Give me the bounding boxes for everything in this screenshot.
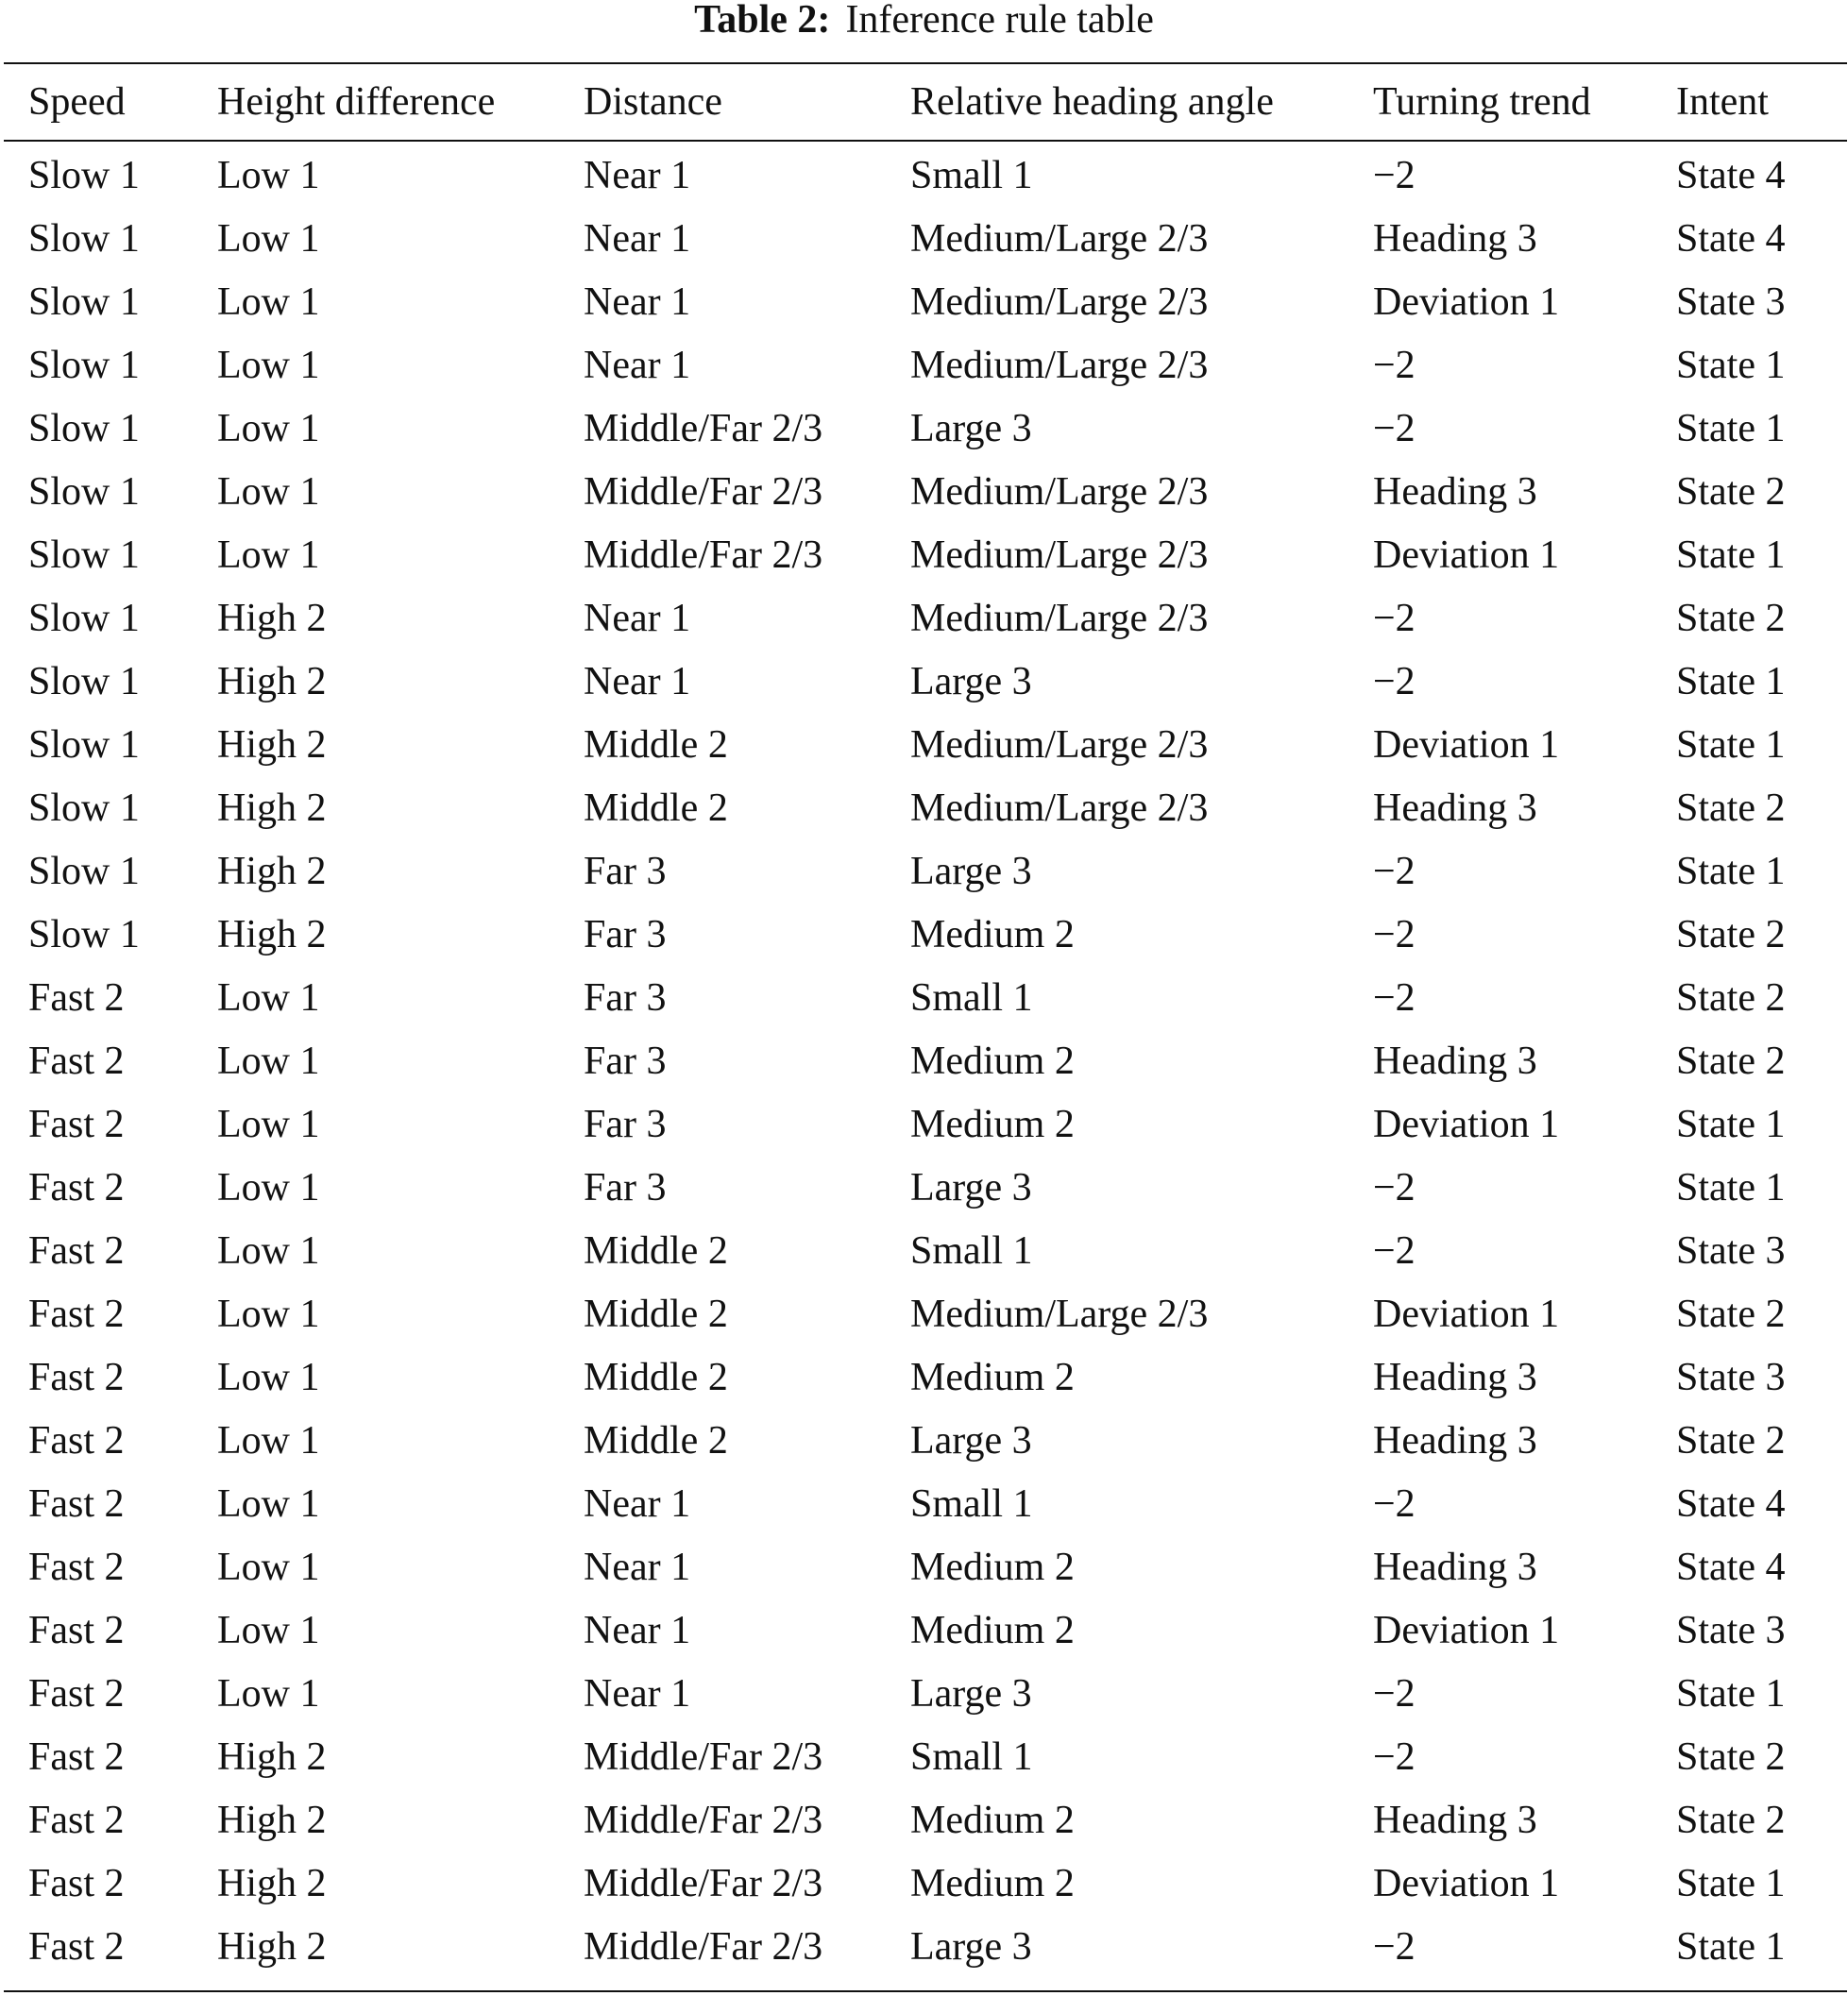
cell-relative-heading-angle: Medium/Large 2/3 xyxy=(910,344,1209,387)
cell-intent: State 2 xyxy=(1676,976,1786,1020)
cell-distance: Middle 2 xyxy=(584,787,728,830)
cell-relative-heading-angle: Medium 2 xyxy=(910,1546,1075,1589)
cell-speed: Fast 2 xyxy=(28,1735,125,1779)
cell-relative-heading-angle: Large 3 xyxy=(910,850,1032,893)
caption-label: Table 2: xyxy=(694,0,831,42)
cell-speed: Fast 2 xyxy=(28,1546,125,1589)
cell-turning-trend: Heading 3 xyxy=(1373,1419,1537,1463)
cell-height-difference: Low 1 xyxy=(217,1166,320,1209)
cell-turning-trend: −2 xyxy=(1373,1229,1416,1273)
cell-turning-trend: −2 xyxy=(1373,1735,1416,1779)
cell-speed: Slow 1 xyxy=(28,850,140,893)
cell-relative-heading-angle: Large 3 xyxy=(910,1672,1032,1716)
cell-relative-heading-angle: Medium/Large 2/3 xyxy=(910,1293,1209,1336)
cell-distance: Far 3 xyxy=(584,976,667,1020)
cell-distance: Middle 2 xyxy=(584,1419,728,1463)
cell-height-difference: Low 1 xyxy=(217,1229,320,1273)
cell-intent: State 2 xyxy=(1676,1040,1786,1083)
cell-intent: State 1 xyxy=(1676,850,1786,893)
cell-turning-trend: Deviation 1 xyxy=(1373,723,1560,767)
cell-turning-trend: Deviation 1 xyxy=(1373,533,1560,577)
cell-relative-heading-angle: Large 3 xyxy=(910,407,1032,450)
table-row xyxy=(4,964,1847,1027)
table-row xyxy=(4,1533,1847,1597)
table-row xyxy=(4,1470,1847,1533)
cell-turning-trend: Deviation 1 xyxy=(1373,1103,1560,1146)
cell-intent: State 3 xyxy=(1676,1229,1786,1273)
cell-relative-heading-angle: Large 3 xyxy=(910,660,1032,703)
cell-relative-heading-angle: Medium 2 xyxy=(910,1103,1075,1146)
cell-relative-heading-angle: Medium/Large 2/3 xyxy=(910,533,1209,577)
cell-intent: State 2 xyxy=(1676,470,1786,514)
cell-height-difference: Low 1 xyxy=(217,344,320,387)
cell-relative-heading-angle: Medium 2 xyxy=(910,1609,1075,1652)
cell-distance: Middle 2 xyxy=(584,1356,728,1399)
cell-turning-trend: −2 xyxy=(1373,913,1416,956)
cell-relative-heading-angle: Medium 2 xyxy=(910,1356,1075,1399)
cell-speed: Slow 1 xyxy=(28,660,140,703)
cell-turning-trend: Heading 3 xyxy=(1373,217,1537,261)
cell-intent: State 1 xyxy=(1676,723,1786,767)
cell-distance: Middle/Far 2/3 xyxy=(584,407,823,450)
cell-distance: Middle/Far 2/3 xyxy=(584,470,823,514)
header-turning-trend: Turning trend xyxy=(1373,80,1591,124)
cell-relative-heading-angle: Small 1 xyxy=(910,1482,1033,1526)
cell-turning-trend: −2 xyxy=(1373,1166,1416,1209)
header-distance: Distance xyxy=(584,80,722,124)
cell-intent: State 2 xyxy=(1676,787,1786,830)
table-row xyxy=(4,1217,1847,1280)
table-row xyxy=(4,142,1847,205)
cell-turning-trend: −2 xyxy=(1373,154,1416,197)
cell-height-difference: Low 1 xyxy=(217,533,320,577)
cell-speed: Slow 1 xyxy=(28,407,140,450)
cell-intent: State 2 xyxy=(1676,913,1786,956)
cell-intent: State 2 xyxy=(1676,597,1786,640)
cell-height-difference: Low 1 xyxy=(217,217,320,261)
cell-distance: Near 1 xyxy=(584,344,691,387)
cell-distance: Far 3 xyxy=(584,1040,667,1083)
table-row xyxy=(4,1786,1847,1850)
cell-speed: Fast 2 xyxy=(28,1862,125,1905)
cell-speed: Fast 2 xyxy=(28,976,125,1020)
cell-height-difference: High 2 xyxy=(217,850,327,893)
cell-intent: State 1 xyxy=(1676,1925,1786,1969)
cell-turning-trend: −2 xyxy=(1373,1482,1416,1526)
cell-turning-trend: Heading 3 xyxy=(1373,470,1537,514)
cell-distance: Near 1 xyxy=(584,1672,691,1716)
table-row xyxy=(4,711,1847,774)
caption-title: Inference rule table xyxy=(845,0,1154,42)
cell-turning-trend: Deviation 1 xyxy=(1373,1609,1560,1652)
table-row xyxy=(4,268,1847,331)
cell-relative-heading-angle: Medium 2 xyxy=(910,1040,1075,1083)
cell-intent: State 2 xyxy=(1676,1799,1786,1842)
cell-distance: Far 3 xyxy=(584,1103,667,1146)
cell-speed: Slow 1 xyxy=(28,597,140,640)
table-row xyxy=(4,1660,1847,1723)
cell-speed: Slow 1 xyxy=(28,154,140,197)
cell-speed: Fast 2 xyxy=(28,1482,125,1526)
cell-intent: State 2 xyxy=(1676,1735,1786,1779)
cell-turning-trend: Heading 3 xyxy=(1373,1356,1537,1399)
cell-height-difference: Low 1 xyxy=(217,1672,320,1716)
cell-speed: Slow 1 xyxy=(28,280,140,324)
header-height-difference: Height difference xyxy=(217,80,496,124)
cell-distance: Far 3 xyxy=(584,913,667,956)
cell-speed: Fast 2 xyxy=(28,1166,125,1209)
table-row xyxy=(4,901,1847,964)
cell-turning-trend: −2 xyxy=(1373,1672,1416,1716)
cell-distance: Near 1 xyxy=(584,1482,691,1526)
table-row xyxy=(4,1407,1847,1470)
cell-intent: State 2 xyxy=(1676,1419,1786,1463)
cell-distance: Near 1 xyxy=(584,1546,691,1589)
cell-height-difference: High 2 xyxy=(217,787,327,830)
header-intent: Intent xyxy=(1676,80,1769,124)
table-row xyxy=(4,837,1847,901)
cell-turning-trend: −2 xyxy=(1373,1925,1416,1969)
cell-distance: Middle/Far 2/3 xyxy=(584,1862,823,1905)
table-row xyxy=(4,1723,1847,1786)
cell-turning-trend: −2 xyxy=(1373,660,1416,703)
cell-height-difference: Low 1 xyxy=(217,407,320,450)
cell-relative-heading-angle: Large 3 xyxy=(910,1419,1032,1463)
cell-height-difference: High 2 xyxy=(217,660,327,703)
cell-speed: Slow 1 xyxy=(28,723,140,767)
cell-turning-trend: −2 xyxy=(1373,407,1416,450)
table-row xyxy=(4,205,1847,268)
cell-turning-trend: Deviation 1 xyxy=(1373,280,1560,324)
cell-distance: Near 1 xyxy=(584,154,691,197)
cell-distance: Near 1 xyxy=(584,280,691,324)
cell-distance: Far 3 xyxy=(584,850,667,893)
cell-turning-trend: −2 xyxy=(1373,597,1416,640)
table-row xyxy=(4,1091,1847,1154)
cell-intent: State 1 xyxy=(1676,1166,1786,1209)
cell-intent: State 1 xyxy=(1676,1672,1786,1716)
cell-distance: Near 1 xyxy=(584,1609,691,1652)
cell-intent: State 4 xyxy=(1676,217,1786,261)
table-row xyxy=(4,458,1847,521)
cell-height-difference: High 2 xyxy=(217,1799,327,1842)
cell-relative-heading-angle: Small 1 xyxy=(910,154,1033,197)
cell-height-difference: High 2 xyxy=(217,1862,327,1905)
cell-distance: Middle 2 xyxy=(584,723,728,767)
cell-intent: State 4 xyxy=(1676,1546,1786,1589)
cell-speed: Fast 2 xyxy=(28,1103,125,1146)
cell-height-difference: Low 1 xyxy=(217,1293,320,1336)
cell-relative-heading-angle: Small 1 xyxy=(910,1229,1033,1273)
cell-height-difference: Low 1 xyxy=(217,470,320,514)
cell-intent: State 1 xyxy=(1676,344,1786,387)
cell-intent: State 4 xyxy=(1676,1482,1786,1526)
table-row xyxy=(4,774,1847,837)
table-row xyxy=(4,648,1847,711)
cell-height-difference: Low 1 xyxy=(217,154,320,197)
cell-intent: State 1 xyxy=(1676,1862,1786,1905)
table-row xyxy=(4,1344,1847,1407)
cell-relative-heading-angle: Large 3 xyxy=(910,1166,1032,1209)
table-row xyxy=(4,331,1847,395)
header-speed: Speed xyxy=(28,80,126,124)
cell-height-difference: High 2 xyxy=(217,597,327,640)
cell-turning-trend: Heading 3 xyxy=(1373,1040,1537,1083)
cell-speed: Slow 1 xyxy=(28,217,140,261)
cell-intent: State 3 xyxy=(1676,280,1786,324)
cell-height-difference: Low 1 xyxy=(217,1609,320,1652)
table-row xyxy=(4,1280,1847,1344)
cell-turning-trend: Deviation 1 xyxy=(1373,1293,1560,1336)
cell-intent: State 3 xyxy=(1676,1356,1786,1399)
cell-height-difference: Low 1 xyxy=(217,976,320,1020)
cell-turning-trend: Heading 3 xyxy=(1373,1546,1537,1589)
cell-height-difference: Low 1 xyxy=(217,1356,320,1399)
cell-height-difference: High 2 xyxy=(217,723,327,767)
cell-turning-trend: −2 xyxy=(1373,344,1416,387)
table-row xyxy=(4,584,1847,648)
cell-speed: Fast 2 xyxy=(28,1672,125,1716)
cell-relative-heading-angle: Medium/Large 2/3 xyxy=(910,470,1209,514)
cell-relative-heading-angle: Small 1 xyxy=(910,976,1033,1020)
cell-relative-heading-angle: Large 3 xyxy=(910,1925,1032,1969)
cell-distance: Middle/Far 2/3 xyxy=(584,1799,823,1842)
cell-intent: State 1 xyxy=(1676,533,1786,577)
cell-speed: Fast 2 xyxy=(28,1609,125,1652)
cell-speed: Fast 2 xyxy=(28,1229,125,1273)
cell-speed: Fast 2 xyxy=(28,1356,125,1399)
cell-speed: Slow 1 xyxy=(28,913,140,956)
cell-height-difference: Low 1 xyxy=(217,1419,320,1463)
table-row xyxy=(4,395,1847,458)
cell-height-difference: Low 1 xyxy=(217,280,320,324)
cell-height-difference: High 2 xyxy=(217,1735,327,1779)
cell-speed: Slow 1 xyxy=(28,470,140,514)
cell-speed: Slow 1 xyxy=(28,344,140,387)
cell-intent: State 1 xyxy=(1676,660,1786,703)
cell-relative-heading-angle: Medium/Large 2/3 xyxy=(910,723,1209,767)
cell-intent: State 4 xyxy=(1676,154,1786,197)
cell-intent: State 3 xyxy=(1676,1609,1786,1652)
cell-distance: Middle/Far 2/3 xyxy=(584,1925,823,1969)
cell-turning-trend: Heading 3 xyxy=(1373,787,1537,830)
cell-height-difference: Low 1 xyxy=(217,1482,320,1526)
cell-relative-heading-angle: Medium 2 xyxy=(910,1799,1075,1842)
cell-speed: Fast 2 xyxy=(28,1925,125,1969)
cell-height-difference: Low 1 xyxy=(217,1103,320,1146)
cell-turning-trend: Deviation 1 xyxy=(1373,1862,1560,1905)
cell-turning-trend: −2 xyxy=(1373,976,1416,1020)
cell-intent: State 1 xyxy=(1676,1103,1786,1146)
cell-relative-heading-angle: Medium/Large 2/3 xyxy=(910,280,1209,324)
cell-distance: Near 1 xyxy=(584,660,691,703)
table-row xyxy=(4,1027,1847,1091)
table-header-row xyxy=(4,64,1847,140)
cell-relative-heading-angle: Small 1 xyxy=(910,1735,1033,1779)
cell-speed: Fast 2 xyxy=(28,1419,125,1463)
table-row xyxy=(4,1597,1847,1660)
cell-distance: Near 1 xyxy=(584,597,691,640)
cell-relative-heading-angle: Medium 2 xyxy=(910,913,1075,956)
cell-speed: Slow 1 xyxy=(28,787,140,830)
cell-turning-trend: −2 xyxy=(1373,850,1416,893)
cell-relative-heading-angle: Medium/Large 2/3 xyxy=(910,597,1209,640)
cell-distance: Middle/Far 2/3 xyxy=(584,533,823,577)
cell-height-difference: Low 1 xyxy=(217,1546,320,1589)
table-row xyxy=(4,1913,1847,1976)
table-row xyxy=(4,521,1847,584)
cell-speed: Fast 2 xyxy=(28,1799,125,1842)
table-bottom-rule xyxy=(4,1990,1847,1992)
cell-distance: Middle 2 xyxy=(584,1229,728,1273)
cell-intent: State 2 xyxy=(1676,1293,1786,1336)
cell-relative-heading-angle: Medium 2 xyxy=(910,1862,1075,1905)
cell-intent: State 1 xyxy=(1676,407,1786,450)
cell-distance: Middle 2 xyxy=(584,1293,728,1336)
table-caption xyxy=(0,0,1848,42)
cell-distance: Near 1 xyxy=(584,217,691,261)
table-row xyxy=(4,1850,1847,1913)
cell-distance: Middle/Far 2/3 xyxy=(584,1735,823,1779)
cell-relative-heading-angle: Medium/Large 2/3 xyxy=(910,217,1209,261)
cell-relative-heading-angle: Medium/Large 2/3 xyxy=(910,787,1209,830)
cell-height-difference: High 2 xyxy=(217,1925,327,1969)
cell-turning-trend: Heading 3 xyxy=(1373,1799,1537,1842)
cell-distance: Far 3 xyxy=(584,1166,667,1209)
cell-speed: Slow 1 xyxy=(28,533,140,577)
header-relative-heading-angle: Relative heading angle xyxy=(910,80,1274,124)
cell-speed: Fast 2 xyxy=(28,1293,125,1336)
cell-height-difference: Low 1 xyxy=(217,1040,320,1083)
cell-height-difference: High 2 xyxy=(217,913,327,956)
cell-speed: Fast 2 xyxy=(28,1040,125,1083)
table-row xyxy=(4,1154,1847,1217)
